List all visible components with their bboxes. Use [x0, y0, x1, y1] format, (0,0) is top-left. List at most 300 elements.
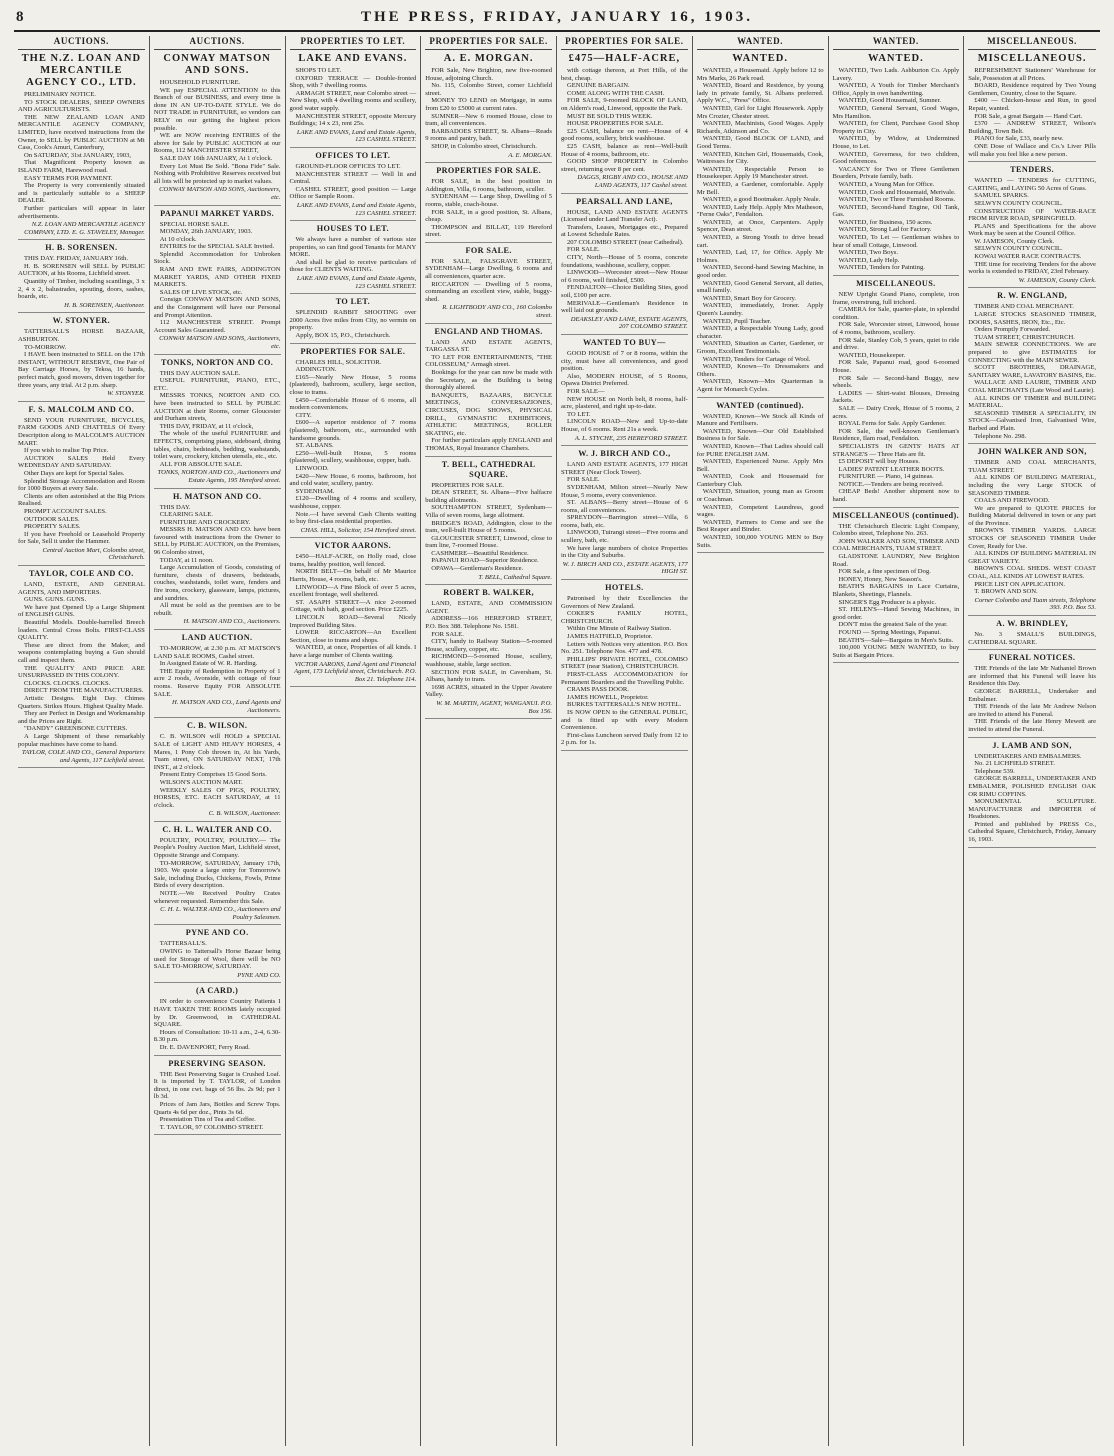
advertisement [154, 633, 281, 718]
ad-text: OWING to Tattersall's Horse Bazaar being used for Storage of Wool, there will be NO SALE TO-MORROW, SATURDAY. [153, 948, 281, 971]
ad-text: ALL FOR ABSOLUTE SALE. [159, 460, 243, 468]
ad-text: That Magnificent Property known as ISLAND FARM, Harewood road. [18, 159, 145, 174]
advertisement [968, 619, 1096, 650]
advertisement [561, 338, 688, 446]
ad-text: If you have Freehold or Leasehold Property for Sale, Sell it under the Hammer. [18, 530, 145, 546]
ad-text: PROPERTY SALES. [24, 523, 81, 531]
ad-text: WANTED, at Once, Carpenters. Apply Spencer, Dean street. [696, 218, 824, 234]
ad-title: R. W. ENGLAND, [997, 291, 1068, 301]
ad-text: WANTED, at once, Properties of all kinds. I have a large number of Clients waiting. [289, 644, 417, 659]
ad-text: MAIN SEWER CONNECTIONS. We are prepared to give ESTIMATES for CONNECTING with the MAIN SEWER. [968, 341, 1096, 364]
ad-text: Large Accumulation of Goods, consisting of furniture, chests of drawers, bedsteads, couches, washstands, toilet ware, fenders and fire irons, crockery, glassware, lamps, pictures, and sundries. [153, 564, 281, 602]
ad-text: We are prepared to QUOTE PRICES for Building Material delivered in town or any part of the Province. [968, 504, 1096, 527]
ad-text: IS NOW OPEN to the GENERAL PUBLIC, and is fitted up with every Modern Convenience. [561, 708, 688, 732]
ad-signature: LAKE AND EVANS, Land and Estate Agents, 123 CASHEL STREET. [296, 201, 417, 217]
ad-title: WANTED. [868, 53, 924, 64]
column-2 [150, 36, 286, 1446]
masthead [14, 6, 1100, 32]
ad-text: THE Best Preserving Sugar is Crushed Loaf. It is imported by T. TAYLOR, of London direct, in one cwt. bags of 56 lbs. 2s 9d; per 1 lb 3d. [153, 1070, 281, 1101]
ad-text: I HAVE been instructed to SELL on the 17th INSTANT, WITHOUT RESERVE, One Pair of Bay Carriage Horses, by Tekoa, 16 hands, perfect match, good movers, driven together for three years, any trial. At 2 p.m. sharp. [18, 351, 145, 389]
ad-text: LINCOLN ROAD—New and Up-to-date House, of 6 rooms. Rent 21s a week. [561, 418, 688, 433]
ad-text: MUST BE SOLD THIS WEEK. [567, 112, 653, 120]
ad-text: BARBADOES STREET, St. Albans—Reads 9 rooms and pantry, bath. [425, 127, 552, 143]
ad-text: FENDALTON—Choice Building Sites, good soil, £100 per acre. [561, 284, 688, 300]
ad-title: FUNERAL NOTICES. [988, 653, 1076, 663]
ad-text: FOR SALE. [567, 246, 600, 254]
ad-text: NORTH BELT—On behalf of Mr Maurice Harris, House, 4 rooms, bath, etc. [289, 568, 417, 584]
ad-signature: A. L. STYCHE, 235 HEREFORD STREET. [574, 434, 688, 442]
ad-text: JAMES HOWELL, Proprietor. [567, 693, 649, 701]
ad-text: Further particulars will appear in later advertisements. [18, 204, 145, 220]
ad-text: Letters with Notices very attention. P.O. Box No. 251. Telephone Nos. 477 and 478. [561, 640, 688, 656]
ad-text: WANTED, Lad, 17, for Office. Apply Mr Holmes. [696, 249, 824, 264]
ad-text: SCOTT BROTHERS, DRAINAGE, SANITARY WARE, LAVATORY BASINS, Etc. [968, 364, 1096, 379]
ad-text: WANTED, Strong Lad for Factory. [838, 226, 932, 234]
column-3 [286, 36, 422, 1446]
ad-signature: DEAKSLEY AND LANE, ESTATE AGENTS, 207 COLOMBO STREET. [570, 315, 688, 331]
ad-text: Presentation Tins of Tea and Coffee. [159, 1116, 256, 1124]
ad-text: First-class Luncheon served Daily from 12 to 2 p.m. for 1s. [561, 731, 688, 747]
advertisement [18, 53, 145, 240]
ad-title: (A CARD.) [195, 986, 239, 996]
ad-text: POULTRY, POULTRY, POULTRY.— The People's Poultry Auction Mart, Lichfield street, Opposite Strange and Company. [153, 836, 281, 860]
ad-text: SYDENHAM, Milton street—Nearly New House, 5 rooms, every convenience. [561, 483, 688, 499]
ad-text: WANTED, a Strong Youth to drive bread cart. [696, 234, 824, 249]
ad-text: CHARLES HILL, SOLICITOR. [295, 358, 382, 366]
ad-text: SOUTHAMPTON STREET, Sydenham—Villa of seven rooms, large allotment. [425, 504, 552, 519]
ad-text: EASY TERMS FOR PAYMENT. [24, 174, 113, 182]
ad-title: PROPERTIES FOR SALE. [300, 346, 406, 356]
ad-text: WANTED, Board and Residence, by young lady in private family, St. Albans preferred. Apply W.C., "Press" Office. [696, 82, 824, 105]
ad-text: FOR Sale — Second-hand Buggy, new wheels. [832, 374, 960, 390]
ad-title: PROPERTIES FOR SALE. [436, 166, 542, 176]
ad-text: WANTED, Known—To Dressmakers and Others. [696, 363, 824, 378]
ad-text: MONUMENTAL SCULPTURE. MANUFACTURER and IMPORTER of Headstones. [968, 798, 1096, 821]
ad-text: No. 21 LICHFIELD STREET. [974, 760, 1055, 768]
ad-text: ADDRESS—166 HEREFORD STREET, P.O. Box 388. Telephone No. 1581. [425, 615, 552, 631]
ad-text: Splendid Accommodation for Unbroken Stock. [153, 250, 281, 266]
ad-text: MONDAY, 26th JANUARY, 1903. [159, 228, 253, 236]
ad-signature: CONWAY MATSON AND SONS, Auctioneers, etc. [159, 186, 281, 201]
ad-text: £450—HALF-ACRE, on Holly road, close trams, healthy position, well fenced. [289, 553, 417, 568]
ad-text: OPAWA—Gentleman's Residence. [431, 565, 524, 573]
ad-signature: A. E. MORGAN. [508, 151, 552, 159]
ad-text: WANTED, Girl for Light Housework. Apply Mrs Crozier, Chester street. [696, 104, 824, 120]
ad-text: FURNITURE — Piano, 14 guineas. [838, 473, 934, 481]
ad-text: LINCOLN ROAD—Several Nicely Improved Building Sites. [289, 614, 417, 629]
ad-text: WE are NOW receiving ENTRIES of the above for Sale by PUBLIC AUCTION at our Rooms, 112 MANCHESTER STREET, [153, 132, 281, 155]
ad-text: THE QUALITY AND PRICE ARE UNSURPASSED IN THIS COLONY. [18, 664, 145, 680]
ad-signature: CONWAY MATSON AND SONS, Auctioneers, etc. [159, 335, 281, 350]
advertisement [968, 447, 1096, 616]
ad-text: JOHN WALKER AND SON, TIMBER AND COAL MERCHANTS, TUAM STREET. [832, 537, 960, 553]
ad-text: Present Entry Comprises 15 Good Sorts. [159, 771, 267, 779]
ad-text: GEORGE BARRELL, Undertaker and Embalmer. [968, 687, 1096, 703]
ad-text: PLANS and Specifications for the above Work may be seen at the Council Office. [968, 222, 1096, 238]
ad-text: CASHMERE—Beautiful Residence. [431, 549, 529, 557]
ad-title: MISCELLANEOUS (continued). [832, 510, 960, 520]
ad-text: £370 — ANDREW STREET, Wilson's Building, Town Belt. [968, 120, 1096, 135]
ad-text: WANTED, Pupil Teacher. [702, 317, 772, 325]
ad-text: WANTED, Good General Servant, all duties, small family. [696, 279, 824, 295]
ad-text: THE NEW ZEALAND LOAN AND MERCANTILE AGENCY COMPANY, LIMITED, have received instructions from the Owner, to SELL by PUBLIC AUCTION at Mt Cass, Cook's Amuri, Canterbury, [18, 113, 145, 152]
ad-signature: N.Z. LOAN AND MERCANTILE AGENCY COMPANY, LTD. E. G. STAVELEY, Manager. [24, 221, 145, 236]
ad-text: And shall be glad to receive particulars of those for CLIENTS WAITING. [289, 258, 417, 274]
ad-text: WANTED, Two Boys. [838, 249, 898, 257]
ad-text: WANTED, for Client, Purchase Good Shop Property in City. [832, 120, 960, 135]
ad-text: REFRESHMENT Stationers' Warehouse for Sale, Possession at all Prices. [968, 67, 1096, 82]
ad-text: WANTED, Lady Help. Apply Mrs Matheson, "Ferne Oaks", Fendalton. [696, 203, 824, 219]
ad-text: FOR SALE, in the best position in Addington, Villa, 6 rooms, bathroom, sculler. [425, 178, 552, 193]
ad-text: THIS DAY AUCTION SALE. [159, 369, 241, 377]
page-number: 8 [16, 9, 25, 25]
advertisement [833, 279, 960, 508]
ad-title: W. STONYER. [52, 316, 111, 326]
ad-title: MISCELLANEOUS. [977, 53, 1087, 64]
advertisement [18, 316, 145, 401]
advertisement [697, 53, 824, 398]
ad-text: SPECIAL HORSE SALE. [159, 220, 230, 228]
ad-text: DIRECT FROM THE MANUFACTURERS. [24, 687, 144, 695]
ad-text: TO STOCK DEALERS, SHEEP OWNERS AND AGRICULTURISTS. [18, 98, 145, 114]
ad-signature: W. STONYER. [107, 390, 145, 398]
ad-text: WANTED, Two or Three Furnished Rooms. [838, 196, 956, 204]
ad-text: If you wish to realise Top Price. [24, 447, 109, 455]
ad-signature: H. MATSON AND CO., Land Agents and Auctioneers. [171, 699, 281, 714]
ad-text: MESSRS TONKS, NORTON AND CO. have been instructed to SELL by PUBLIC AUCTION at their Rooms, corner Gloucester and Durham streets, [153, 392, 281, 423]
ad-text: IN order to convenience Country Patients I HAVE TAKEN THE ROOMS lately occupied by Dr. Greenwood, in CATHEDRAL SQUARE. [153, 998, 281, 1029]
ad-text: WANTED, Competent Laundress, good wages. [696, 503, 824, 519]
ad-text: PROPERTIES FOR SALE. [431, 481, 504, 489]
ad-text: MANCHESTER STREET, opposite Mercury Buildings; 14 x 23, rent 25s. [289, 112, 417, 128]
column-heading: MISCELLANEOUS. [968, 36, 1096, 50]
ad-title: H. MATSON AND CO. [172, 491, 262, 501]
ad-text: RAM AND EWE FAIRS, ADDINGTON MARKET YARDS, AND OTHER FIXED MARKETS. [153, 266, 281, 289]
ad-text: BROWN'S COAL SHEDS. WEST COAST COAL, ALL KINDS AT LOWEST RATES. [968, 565, 1096, 581]
advertisement [154, 492, 281, 631]
ad-text: CLEARING SALE. [159, 511, 213, 519]
ad-text: MESSRS H. MATSON AND CO. have been favoured with instructions from the Owner to SELL by PUBLIC AUCTION, on the Premises, 96 Colombo street, [153, 526, 281, 557]
ad-text: FOR SALE— [567, 387, 605, 395]
ad-title: A. W. BRINDLEY, [996, 619, 1069, 628]
ad-text: ADDINGTON. [295, 366, 337, 374]
ad-text: THE Friends of the late Mr Andrew Nelson are invited to attend his Funeral. [968, 703, 1096, 718]
ad-text: FOR Sale, Stanley Cob, 5 years, quiet to ride and drive. [832, 336, 960, 352]
ad-text: RICCARTON — Dwelling of 5 rooms, commanding an excellent view, stable, buggy-shed. [425, 280, 552, 303]
ad-text: BOARD, Residence required by Two Young Gentlemen, Country, close to the Square. [968, 82, 1096, 97]
ad-text: CASHEL STREET, good position — Large Office or Sample Room. [289, 185, 417, 201]
ad-text: WANTED, Farmers to Come and see the Best Reaper and Binder. [696, 518, 824, 534]
ad-text: Patronised by their Excellencies the Governors of New Zealand. [561, 595, 688, 610]
ad-title: ENGLAND AND THOMAS. [434, 326, 543, 336]
ad-text: SALE — Dairy Creek, House of 5 rooms, 2 acres. [832, 404, 960, 420]
ad-text: AUCTION SALES Held Every WEDNESDAY AND SATURDAY. [18, 454, 145, 470]
ad-title: CONWAY MATSON AND SONS. [163, 53, 271, 76]
ad-text: CLOCKS. CLOCKS. CLOCKS. [24, 679, 111, 687]
ad-signature: TONKS, NORTON AND CO., Auctioneers and Estate Agents, 195 Hereford street. [157, 469, 281, 484]
advertisement [18, 405, 145, 566]
ad-text: WANTED, Lady Help. [838, 256, 900, 264]
advertisement [425, 246, 552, 324]
ad-text: SPLENDID RABBIT SHOOTING over 2000 Acres five miles from City, no vermin on property. [289, 309, 417, 332]
ad-text: WANTED, Smart Boy for Grocery. [702, 294, 797, 302]
ad-text: WANTED, Known—We Stock all Kinds of Manure and Fertilisers. [696, 412, 824, 428]
ad-text: WANTED, Second-hand Sewing Machine, in good order. [696, 264, 824, 280]
ad-text: FURNITURE AND CROCKERY. [159, 518, 251, 526]
ad-text: GENUINE BARGAIN. [567, 82, 630, 90]
ad-text: GOOD SHOP PROPERTY in Colombo street, returning over 8 per cent. [561, 158, 688, 173]
ad-title: ROBERT B. WALKER, [443, 588, 535, 598]
ad-text: These are direct from the Maker, and weapons contemplating buying a Gun should call and inspect them. [18, 641, 145, 664]
ad-text: 112 MANCHESTER STREET. Prompt Account Sales Guaranteed. [153, 319, 281, 334]
ad-text: BEATH'S—Sale—Bargains in Men's Suits. [838, 636, 954, 644]
ad-title: £475—HALF-ACRE, [568, 53, 681, 64]
column-heading: PROPERTIES FOR SALE. [425, 36, 552, 50]
ad-title: PYNE AND CO. [185, 928, 249, 938]
ad-text: DON'T miss the greatest Sale of the year. [838, 621, 948, 629]
ad-text: THE Friends of the late Henry Mewett are invited to attend the Funeral. [968, 718, 1096, 733]
ad-text: FOR SALE. [431, 630, 464, 638]
ad-text: FOR SALE, in a good position, St. Albans, cheap. [425, 208, 552, 224]
ad-text: WANTED, immediately, Ironer. Apply Queen's Laundry. [696, 302, 824, 317]
ad-title: FOR SALE. [465, 245, 512, 255]
ad-text: FOUND — Spring Meetings, Papanui. [838, 628, 942, 636]
advertisement [968, 165, 1096, 288]
ad-text: SINGER'S Egg Producer is a physic. [838, 598, 937, 606]
ad-text: SECTION FOR SALE, in Caversham, St. Albans, handy to tram. [425, 668, 552, 684]
ad-title: H. B. SORENSEN. [45, 243, 118, 253]
advertisement [968, 291, 1096, 444]
ad-text: Note.—I have several Cash Clients waiting to buy first-class residential properties. [289, 510, 417, 526]
advertisement [154, 358, 281, 489]
advertisement [290, 297, 417, 343]
ad-text: WANTED, Known—Mrs Quarterman is Agent for Monarch Cycles. [696, 378, 824, 393]
column-4 [421, 36, 557, 1446]
advertisement [18, 243, 145, 313]
ad-text: WANTED, A Youth for Timber Merchant's Office, Apply in own handwriting. [832, 82, 960, 97]
ad-text: THE Christchurch Electric Light Company, Colombo street, Telephone No. 263. [832, 522, 960, 538]
ad-signature: T. BELL, Cathedral Square. [478, 573, 552, 581]
ad-text: No. 115, Colombo Street, corner Lichfield street. [425, 82, 552, 97]
column-6 [693, 36, 829, 1446]
ad-title: LAKE AND EVANS. [298, 53, 408, 64]
ad-text: HOUSE, LAND AND ESTATE AGENTS (Licensed under Land Transfer Act). [561, 208, 688, 224]
ad-signature: C. H. L. WALTER AND CO., Auctioneers and Poultry Salesmen. [160, 906, 281, 921]
ad-text: DEAN STREET, St. Albans—Five halfacre building allotments. [425, 489, 552, 504]
ad-text: SELWYN COUNTY COUNCIL. [974, 199, 1063, 207]
advertisement [968, 53, 1096, 162]
ad-text: Prices of Jam Jars, Bottles and Screw Tops. Quarts 4s 6d per doz., Pints 3s 6d. [153, 1100, 281, 1116]
ad-text: OXFORD TERRACE — Double-fronted Shop, with 7 dwelling rooms. [289, 74, 417, 90]
ad-text: LAND, ESTATE, AND COMMISSION AGENT. [425, 600, 552, 615]
ad-text: THE Equity of Redemption in Property of 1 acre 2 roods, Avonside, with cottage of four rooms. Reserve Equity FOR ABSOLUTE SALE. [153, 667, 281, 698]
ad-title: TENDERS. [1010, 165, 1055, 175]
ad-title: C. H. L. WALTER AND CO. [162, 824, 272, 834]
ad-text: NOTICE.—Tenders are being received. [838, 480, 944, 488]
ad-text: CAMERA for Sale, quarter-plate, in splendid condition. [832, 306, 960, 321]
ad-text: WALLACE AND LAURIE, TIMBER AND COAL MERCHANTS (Late Wood and Laurie). [968, 379, 1096, 394]
ad-title: F. S. MALCOLM AND CO. [28, 404, 135, 414]
ad-text: THIS DAY, FRIDAY, at 11 o'clock, [159, 422, 254, 430]
ad-text: THE time for receiving Tenders for the above works is extended to FRIDAY, 23rd February. [968, 260, 1096, 276]
ad-title: T. BELL, CATHEDRAL SQUARE. [441, 459, 536, 479]
ad-text: FOR Sale, New Brighton, new five-roomed House, adjoining Church. [425, 67, 552, 82]
ad-text: We have just Opened Up a Large Shipment of ENGLISH GUNS. [18, 603, 145, 619]
ad-text: TUAM STREET, CHRISTCHURCH. [974, 333, 1075, 341]
columns-container [14, 36, 1100, 1446]
ad-title: PRESERVING SEASON. [168, 1058, 266, 1068]
ad-text: GROUND-FLOOR OFFICES TO LET. [295, 162, 401, 170]
column-8 [964, 36, 1100, 1446]
ad-text: WANTED, Known—Our Old Established Business is for Sale. [696, 427, 824, 443]
ad-signature: VICTOR AARONS, Land Agent and Financial Agent, 173 Lichfield street, Christchurch. P.O. Box 21. Telephone 114. [294, 660, 417, 683]
ad-title: WANTED TO BUY— [583, 338, 666, 347]
ad-text: WANTED, Governess, for two children, Good references. [832, 150, 960, 166]
ad-text: LADIES — Shirt-waist Blouses, Dressing Jackets. [832, 389, 960, 405]
ad-text: £165—Nearly New House, 5 rooms (plastered), bathroom, scullery, large section, close to trams. [289, 373, 417, 396]
advertisement [561, 583, 688, 751]
ad-text: LAND, ESTATE, AND GENERAL AGENTS, AND IMPORTERS. [18, 581, 145, 596]
ad-text: BANQUETS, BAZAARS, BICYCLE MEETINGS, CONVERSAZIONES, CIRCUSES, DOG SHOWS, PHYSICAL DRILL, GYMNASTIC EXHIBITIONS, ATHLETIC MEETINGS, ROLLER SKATING, etc. [425, 391, 552, 437]
advertisement [425, 166, 552, 243]
ad-text: Hours of Consultation: 10-11 a.m., 2-4, 6.30-8.30 p.m. [153, 1028, 281, 1044]
ad-text: KOWAI WATER RACE CONTRACTS. [974, 253, 1082, 261]
advertisement [154, 721, 281, 822]
ad-text: CHEAP Beds! Another shipment now to hand. [832, 488, 960, 504]
ad-text: CONSTRUCTION OF WATER-RACE FROM RIVER ROAD, SPRINGFIELD. [968, 207, 1096, 223]
ad-text: The Property is very conveniently situated and is particularly suitable to a SHEEP DEALER. [18, 182, 145, 205]
ad-text: £25 CASH, balance as rent—Well-built House of 4 rooms, bathroom, etc. [561, 142, 688, 158]
ad-text: In Assigned Estate of W. R. Harding. [159, 660, 258, 668]
ad-text: SYDENHAM — Large Shop, Dwelling of 5 rooms, stable, coach-house. [425, 193, 552, 208]
ad-text: CITY, handy to Railway Station—5-roomed House, scullery, copper, etc. [425, 638, 552, 653]
ad-text: SEND YOUR FURNITURE, BICYCLES, FARM GOODS AND CHATTELS Of Every Description along to MALCOLM'S AUCTION MART. [18, 416, 145, 447]
ad-text: VACANCY for Two or Three Gentlemen Boarders, Private family, bath. [832, 165, 960, 181]
ad-text: WANTED, Good BLOCK OF LAND, and Good Terms. [696, 135, 824, 150]
ad-text: WANTED, Situation as Carter, Gardener, or Groom, Excellent Testimonials. [696, 340, 824, 355]
ad-text: They are Perfect in Design and Workmanship and the Prices are Right. [18, 710, 145, 725]
advertisement [561, 53, 688, 194]
ad-text: MONEY TO LEND on Mortgage, in sums from £20 to £5000 at current rates. [425, 97, 552, 112]
ad-text: OUTDOOR SALES. [24, 515, 80, 523]
ad-text: WANTED, a Gardener, comfortable. Apply Mr Bell. [696, 180, 824, 196]
newspaper-title: THE PRESS, FRIDAY, JANUARY 16, 1903. [360, 9, 754, 25]
ad-text: ST. HELEN'S—Hand Sewing Machines, in good order. [832, 606, 960, 621]
ad-text: RICHMOND—5-roomed House, scullery, washhouse, stable, large section. [425, 653, 552, 668]
ad-text: WANTED, a good Bootmaker. Apply Neale. [702, 196, 821, 204]
ad-text: Dr. E. DAVENPORT, Ferry Road. [159, 1043, 250, 1051]
ad-text: WANTED, Known—That Ladies should call for PURE ENGLISH JAM. [696, 442, 824, 458]
ad-text: £450—Comfortable House of 6 rooms, all modern conveniences. [289, 396, 417, 412]
ad-signature: Central Auction Mart, Colombo street, Christchurch. [42, 546, 145, 562]
ad-text: BURKES TATTERSALL'S NEW HOTEL. [567, 701, 682, 709]
ad-text: LINWOOD—A Fine Block of over 5 acres, excellent frontage, well sheltered. [289, 583, 417, 599]
ad-text: TATTERSALL'S. [159, 940, 207, 948]
ad-signature: W. M. MARTIN, AGENT, WANGANUI. P.O. Box 156. [436, 699, 552, 715]
ad-text: WANTED, General Servant, Good Wages, Mrs Hamilton. [832, 104, 960, 120]
ad-text: THIS DAY. [159, 503, 191, 511]
ad-text: ST. ALBANS. [295, 442, 334, 450]
ad-title: VICTOR AARONS. [314, 541, 392, 551]
ad-text: A Large Shipment of these remarkably popular machines have come to hand. [18, 732, 145, 748]
advertisement [290, 347, 417, 539]
ad-text: FOR SALE. [567, 476, 600, 484]
ad-text: WANTED, Tenders for Cartage of Wool. [702, 355, 811, 363]
ad-text: MANCHESTER STREET — Well lit and Central. [289, 170, 417, 186]
ad-text: Telephone No. 298. [974, 432, 1027, 440]
ad-signature: H. B. SORENSEN, Auctioneer. [64, 301, 145, 309]
ad-text: C. B. WILSON will HOLD a SPECIAL SALE of LIGHT AND HEAVY HORSES, 4 Mares, 1 Pony Cob thrown in, At his Yards, Tuam street, ON SATURDAY NEXT, 17th INST., at 2 o'clock. [153, 733, 281, 771]
ad-text: LINWOOD. [295, 464, 329, 472]
ad-text: On SATURDAY, 31st JANUARY, 1903, [24, 151, 132, 159]
ad-text: PRICE LIST ON APPLICATION. [974, 580, 1065, 588]
ad-text: Clients are often astonished at the Big Prices Realised. [18, 492, 145, 508]
ad-text: WANTED, Situation, young man as Groom or Coachman. [696, 488, 824, 504]
ad-text: H. B. SORENSEN will SELL by PUBLIC AUCTION, at his Rooms, Lichfield street. [18, 262, 145, 278]
advertisement [425, 460, 552, 586]
ad-text: WILSON'S AUCTION MART. [159, 778, 243, 786]
ad-title: LAND AUCTION. [181, 633, 253, 642]
ad-text: For further particulars apply ENGLAND and THOMAS, Royal Insurance Chambers. [425, 437, 552, 452]
ad-signature: Corner Colombo and Tuam streets, Telephone 393. P.O. Box 53. [974, 596, 1096, 612]
ad-text: ST. ASAPH STREET—A nice 2-roomed Cottage, with bath, good section. Price £225. [289, 598, 417, 614]
ad-text: THOMPSON and BILLAT, 119 Hereford street. [425, 223, 552, 239]
ad-text: THIS DAY. FRIDAY, JANUARY 16th. [24, 255, 128, 263]
ad-text: HONEY, Honey, New Season's. [838, 575, 923, 583]
ad-text: Splendid Storage Accommodation and Room for 1000 Buyers at every Sale. [18, 477, 145, 493]
advertisement [561, 197, 688, 336]
ad-title: JOHN WALKER AND SON, [977, 447, 1087, 457]
ad-text: WE pay ESPECIAL ATTENTION to this Branch of our BUSINESS, and every time is done IN AN UP-TO-DATE STYLE. We do NOT TRADE in FURNITURE, so vendors can RELY on our getting the highest prices possible. [153, 86, 281, 132]
ad-text: COME ALONG WITH THE CASH. [567, 89, 665, 97]
ad-text: WANTED, Kitchen Girl, Housemaids, Cook, Waitresses for City. [696, 150, 824, 166]
ad-title: MISCELLANEOUS. [856, 279, 936, 289]
ad-text: TATTERSALL'S HORSE BAZAAR, ASHBURTON. [18, 328, 145, 344]
ad-text: NOTE.—We Received Poultry Crates whenever requested. Remember this Sale. [153, 890, 281, 905]
ad-text: NEW Upright Grand Piano, complete, iron frame, overstrung, full trichord. [832, 291, 960, 306]
advertisement [18, 569, 145, 768]
advertisement [290, 53, 417, 148]
ad-text: FOR Sale, Papanui road, good 6-roomed House. [832, 359, 960, 374]
ad-text: SALE DAY 16th JANUARY, At 1 o'clock. [159, 154, 273, 162]
ad-text: FOR SALE, 9-roomed BLOCK OF LAND, on Aldern's road, Linwood, opposite the Park. [561, 97, 688, 112]
ad-text: Quantity of Timber, including scantlings, 3 x 2, 4 x 2, balustrades, spouting, doors, sashes, boards, etc. [18, 278, 145, 301]
ad-signature: TAYLOR, COLE AND CO., General Importers and Agents, 117 Lichfield street. [21, 749, 145, 764]
ad-text: TO LET. [567, 410, 591, 418]
advertisement [833, 53, 960, 276]
ad-text: PIANO for Sale, £33, nearly new. [974, 135, 1064, 143]
column-heading: WANTED. [833, 36, 960, 50]
ad-signature: W. J. BIRCH AND CO., ESTATE AGENTS, 177 HIGH ST. [562, 560, 688, 576]
ad-text: FOR Sale, a great Bargain — Hand Cart. [974, 112, 1083, 120]
column-5 [557, 36, 693, 1446]
ad-text: HOUSE PROPERTIES FOR SALE. [567, 120, 664, 128]
ad-text: All must be sold as the premises are to be rebuilt. [153, 602, 281, 617]
ad-text: We have large numbers of choice Properties in the City and Suburbs. [561, 544, 688, 560]
ad-text: Beautiful Models. Double-barrelled Breech loaders. Central Cross Bolts. FIRST-CLASS QUALITY. [18, 619, 145, 642]
ad-text: LAND AND ESTATE AGENTS, TARGASSA ST. [425, 338, 552, 354]
ad-text: NEW HOUSE on North belt, 8 rooms, half-acre, plastered, and right up-to-date. [561, 395, 688, 411]
ad-text: T. BROWN AND SON. [974, 588, 1038, 596]
ad-text: ENTRIES for the SPECIAL SALE Invited. [159, 243, 275, 251]
ad-signature: CHAS. HILL, Solicitor, 154 Hereford street. [300, 526, 417, 534]
ad-signature: H. MATSON AND CO., Auctioneers. [183, 618, 281, 626]
column-heading: PROPERTIES TO LET. [290, 36, 417, 50]
ad-title: THE N.Z. LOAN AND MERCANTILE AGENCY CO., LTD. [21, 53, 142, 88]
advertisement [154, 825, 281, 926]
ad-text: Also, MODERN HOUSE, of 5 Rooms, Opawa District Preferred. [561, 372, 688, 388]
ad-text: WANTED, Tenders for Painting. [838, 264, 925, 272]
